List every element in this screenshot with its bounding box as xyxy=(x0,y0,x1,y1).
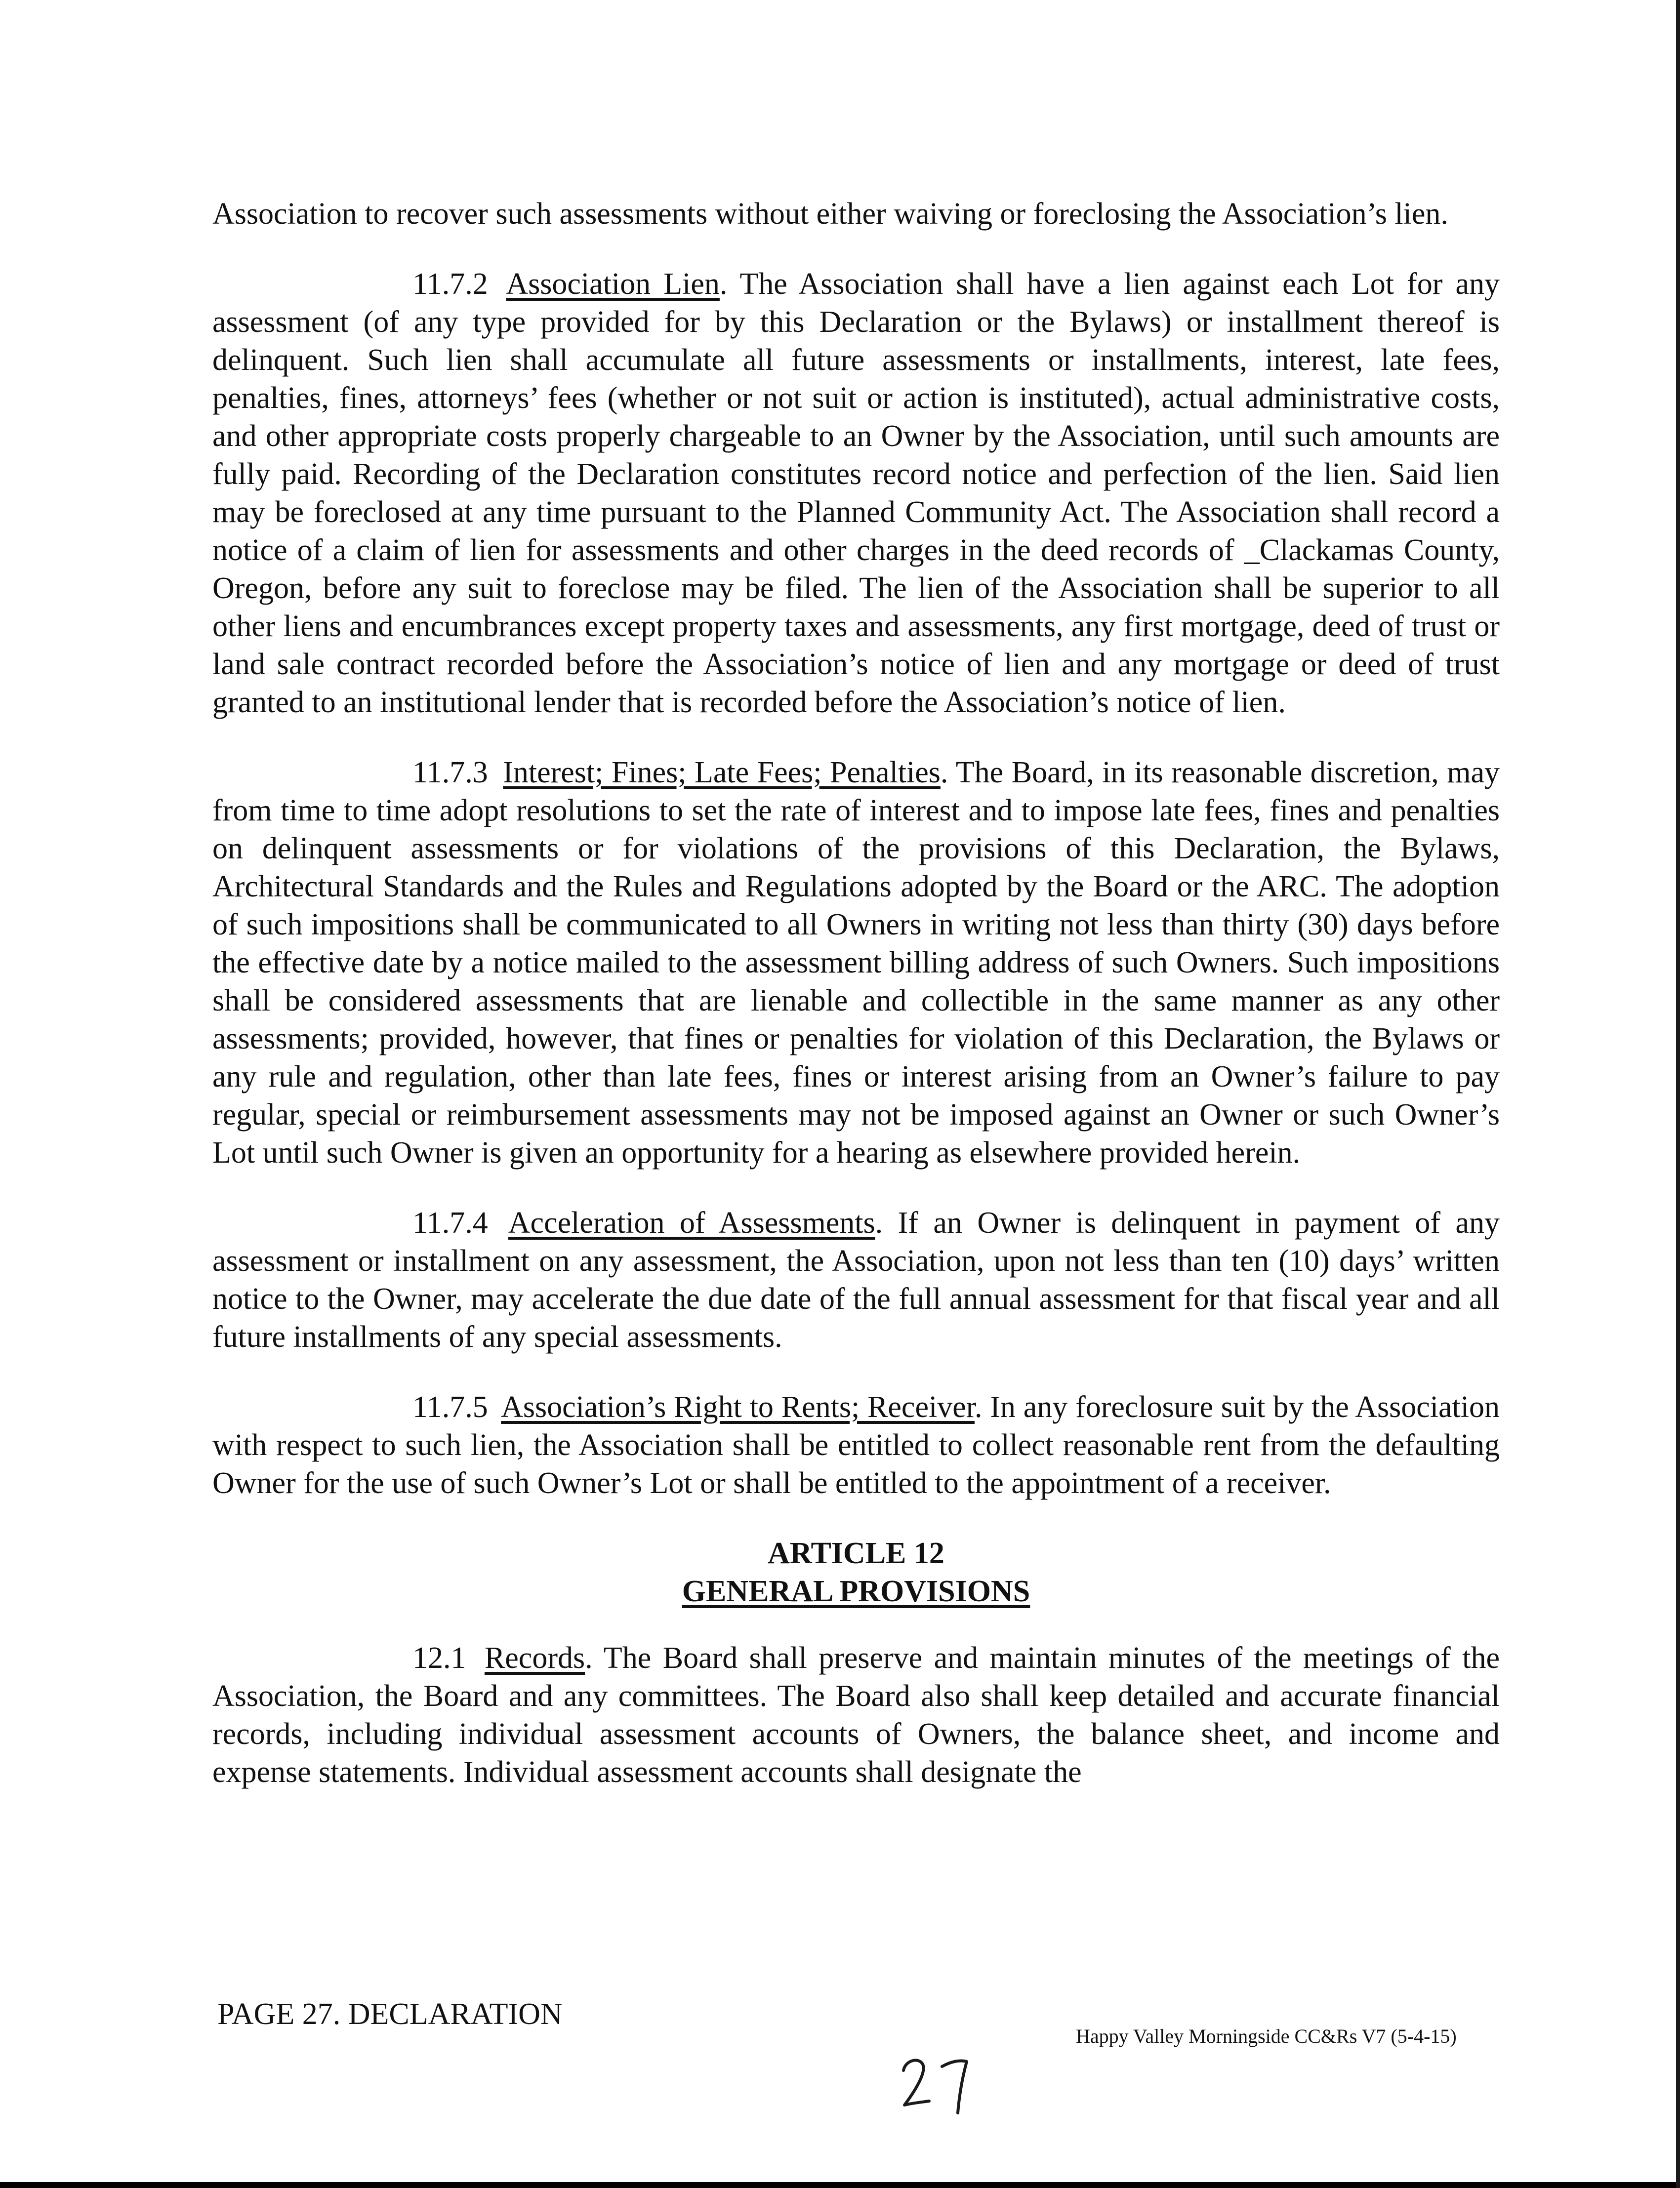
section-11-7-3 xyxy=(212,754,1500,1172)
footer-page-label: PAGE 27. DECLARATION xyxy=(217,1997,563,2031)
section-11-7-4 xyxy=(212,1204,1500,1356)
section-heading-suffix: . xyxy=(719,267,728,301)
section-heading-suffix: . xyxy=(974,1390,983,1424)
footer-document-id: Happy Valley Morningside CC&Rs V7 (5-4-15) xyxy=(1076,2025,1457,2047)
section-heading-suffix: . xyxy=(585,1641,593,1675)
section-heading: Association Lien xyxy=(506,267,720,301)
section-heading: Records xyxy=(484,1641,585,1675)
scan-right-edge xyxy=(1676,0,1680,2188)
section-12-1 xyxy=(212,1639,1500,1791)
section-body: The Board shall preserve and maintain minutes of the meetings of the Association, the Board and any committees. The Board also shall keep detailed and accurate financial records, including individual assessment accounts of Owners, the balance sheet, and income and expense statements. Individual assessment accounts shall designate the xyxy=(212,1641,1500,1789)
section-heading: Association’s Right to Rents; Receiver xyxy=(501,1390,975,1424)
continuation-paragraph: Association to recover such assessments without either waiving or foreclosing the Association’s lien. xyxy=(212,197,1448,231)
section-11-7-2 xyxy=(212,265,1500,722)
article-number: ARTICLE 12 xyxy=(768,1537,944,1570)
section-heading: Interest; Fines; Late Fees; Penalties xyxy=(503,756,941,789)
section-number: 11.7.2 xyxy=(412,267,488,301)
section-11-7-5 xyxy=(212,1388,1500,1502)
scan-bottom-edge xyxy=(0,2182,1680,2188)
section-number: 11.7.4 xyxy=(412,1206,488,1240)
handwritten-digit-2-stroke xyxy=(903,2060,929,2105)
section-number: 11.7.5 xyxy=(412,1390,488,1424)
handwritten-page-number xyxy=(897,2050,985,2124)
section-number: 11.7.3 xyxy=(412,756,488,789)
section-body: The Board, in its reasonable discretion, may from time to time adopt resolutions to set the rate of interest and to impose late fees, fines and penalties on delinquent assessments or for violations of the provisions of this Declaration, the Bylaws, Architectural Standards and the Rules and Regulations adopted by the Board or the ARC. The adoption of such impositions shall be communicated to all Owners in writing not less than thirty (30) days before the effective date by a notice mailed to the assessment billing address of such Owners. Such impositions shall be considered assessments that are lienable and collectible in the same manner as any other assessments; provided, however, that fines or penalties for violation of this Declaration, the Bylaws or any rule and regulation, other than late fees, fines or interest arising from an Owner’s failure to pay regular, special or reimbursement assessments may not be imposed against an Owner or such Owner’s Lot until such Owner is given an opportunity for a hearing as elsewhere provided herein. xyxy=(212,756,1500,1170)
handwritten-digit-7-stroke xyxy=(942,2061,967,2113)
section-number: 12.1 xyxy=(412,1641,466,1675)
section-heading: Acceleration of Assessments xyxy=(508,1206,875,1240)
section-body: If an Owner is delinquent in payment of any assessment or installment on any assessment, the Association, upon not less than ten (10) days’ written notice to the Owner, may accelerate the due date of the full annual assessment for that fiscal year and all future installments of any special assessments. xyxy=(212,1206,1500,1354)
section-body: In any foreclosure suit by the Association with respect to such lien, the Association shall be entitled to collect reasonable rent from the defaulting Owner for the use of such Owner’s Lot or shall be entitled to the appointment of a receiver. xyxy=(212,1390,1500,1500)
article-heading xyxy=(212,1535,1500,1611)
section-heading-suffix: . xyxy=(940,756,948,789)
article-title: GENERAL PROVISIONS xyxy=(682,1575,1030,1608)
section-body: The Association shall have a lien against each Lot for any assessment (of any type provided for by this Declaration or the Bylaws) or installment thereof is delinquent. Such lien shall accumulate all future assessments or installments, interest, late fees, penalties, fines, attorneys’ fees (whether or not suit or action is instituted), actual administrative costs, and other appropriate costs properly chargeable to an Owner by the Association, until such amounts are fully paid. Recording of the Declaration constitutes record notice and perfection of the lien. Said lien may be foreclosed at any time pursuant to the Planned Community Act. The Association shall record a notice of a claim of lien for assessments and other charges in the deed records of _Clackamas County, Oregon, before any suit to foreclose may be filed. The lien of the Association shall be superior to all other liens and encumbrances except property taxes and assessments, any first mortgage, deed of trust or land sale contract recorded before the Association’s notice of lien and any mortgage or deed of trust granted to an institutional lender that is recorded before the Association’s notice of lien. xyxy=(212,267,1500,719)
document-body xyxy=(212,195,1500,1823)
section-heading-suffix: . xyxy=(875,1206,883,1240)
